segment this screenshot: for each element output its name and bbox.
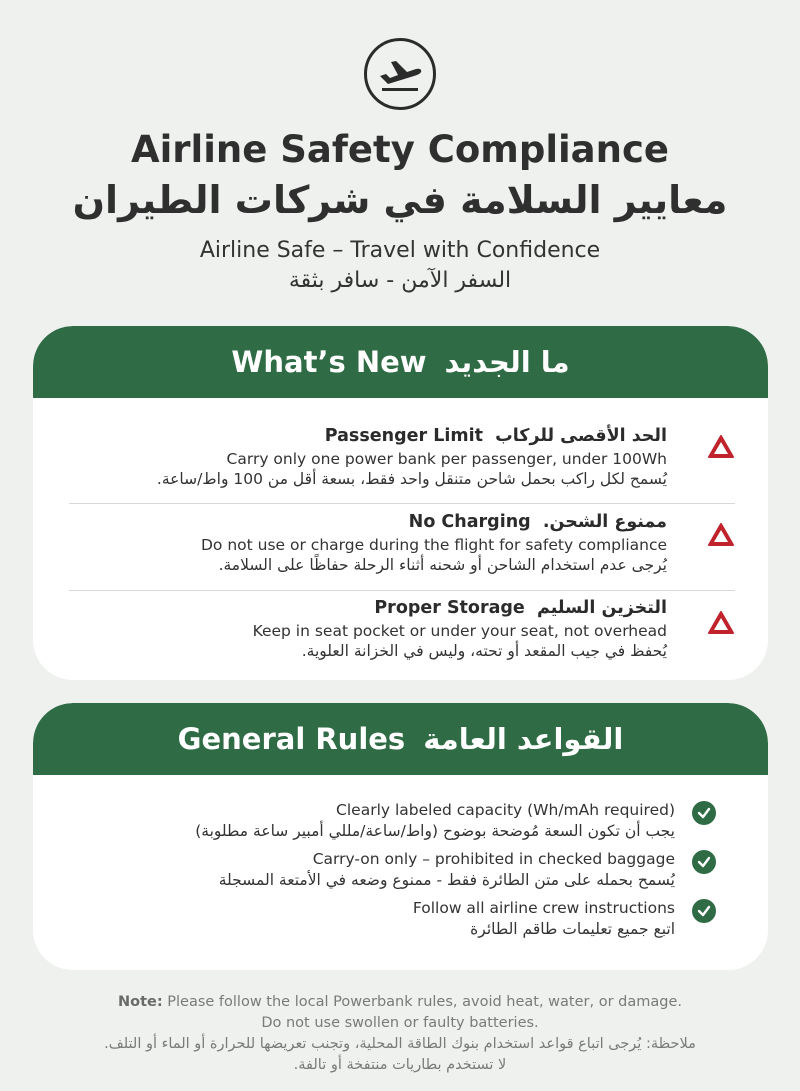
check-circle-icon [692, 899, 716, 923]
whats-new-card [33, 326, 768, 680]
note-line-1 [0, 992, 800, 1013]
footer-note [0, 992, 800, 1076]
rule-text-ar: يُسمح بحمله على متن الطائرة فقط - ممنوع وضعه في الأمتعة المسجلة [218, 871, 675, 889]
item-title-ar: .ممنوع الشحن [542, 512, 667, 532]
note-text-1: Please follow the local Powerbank rules, avoid heat, water, or damage. [167, 994, 682, 1010]
item-title-en: No Charging [408, 512, 531, 532]
list-item [113, 850, 675, 889]
note-label: Note: [117, 994, 163, 1010]
check-circle-icon [692, 850, 716, 874]
item-desc-en: Carry only one power bank per passenger, under 100Wh [226, 450, 667, 468]
rule-text-en: Clearly labeled capacity (Wh/mAh required) [336, 801, 675, 819]
rule-text-en: Carry-on only – prohibited in checked baggage [312, 850, 675, 868]
item-title-ar: التخزين السليم [536, 598, 667, 618]
list-item [69, 512, 735, 574]
check-circle-icon [692, 801, 716, 825]
item-heading [69, 512, 667, 532]
rule-text-ar: اتبع جميع تعليمات طاقم الطائرة [470, 920, 675, 938]
item-desc-en: Keep in seat pocket or under your seat, not overhead [252, 622, 667, 640]
warning-icon [707, 610, 735, 636]
item-title-en: Passenger Limit [324, 426, 483, 446]
warning-icon [707, 522, 735, 548]
note-text-ar-2: لا تستخدم بطاريات منتفخة أو تالفة. [293, 1057, 507, 1073]
general-rules-header [33, 703, 768, 775]
whats-new-title-ar: ما الجديد [444, 345, 570, 379]
general-rules-card [33, 703, 768, 970]
list-item [69, 598, 735, 660]
general-rules-title-en: General Rules [177, 722, 406, 756]
page-subtitle-ar: السفر الآمن - سافر بثقة [288, 268, 512, 293]
general-rules-title-ar: القواعد العامة [423, 722, 624, 756]
note-text-ar-1: ملاحظة: يُرجى اتباع قواعد استخدام بنوك الطاقة المحلية، وتجنب تعريضها للحرارة أو الماء أو التلف. [104, 1036, 696, 1052]
plane-takeoff-icon [364, 38, 436, 110]
page-title-ar: معايير السلامة في شركات الطيران [72, 178, 728, 222]
rule-text-en: Follow all airline crew instructions [412, 899, 675, 917]
item-desc-ar: يُرجى عدم استخدام الشاحن أو شحنه أثناء الرحلة حفاظًا على السلامة. [218, 556, 667, 574]
item-desc-en: Do not use or charge during the flight for safety compliance [201, 536, 667, 554]
item-desc-ar: يُسمح لكل راكب بحمل شاحن متنقل واحد فقط، بسعة أقل من 100 واط/ساعة. [156, 470, 667, 488]
divider [69, 590, 735, 591]
item-title-en: Proper Storage [374, 598, 525, 618]
warning-icon [707, 434, 735, 460]
item-desc-ar: يُحفظ في جيب المقعد أو تحته، وليس في الخزانة العلوية. [301, 642, 667, 660]
list-item [69, 426, 735, 488]
note-text-2: Do not use swollen or faulty batteries. [261, 1015, 539, 1031]
rule-text-ar: يجب أن تكون السعة مُوضحة بوضوح (واط/ساعة/مللي أمبير ساعة مطلوبة) [195, 822, 675, 840]
page-title-en: Airline Safety Compliance [130, 128, 670, 171]
page-subtitle-en: Airline Safe – Travel with Confidence [199, 238, 601, 263]
item-heading [69, 598, 667, 618]
whats-new-title-en: What’s New [231, 345, 427, 379]
divider [69, 503, 735, 504]
list-item [113, 899, 675, 938]
item-heading [69, 426, 667, 446]
list-item [113, 801, 675, 840]
item-title-ar: الحد الأقصى للركاب [495, 426, 667, 446]
whats-new-header [33, 326, 768, 398]
